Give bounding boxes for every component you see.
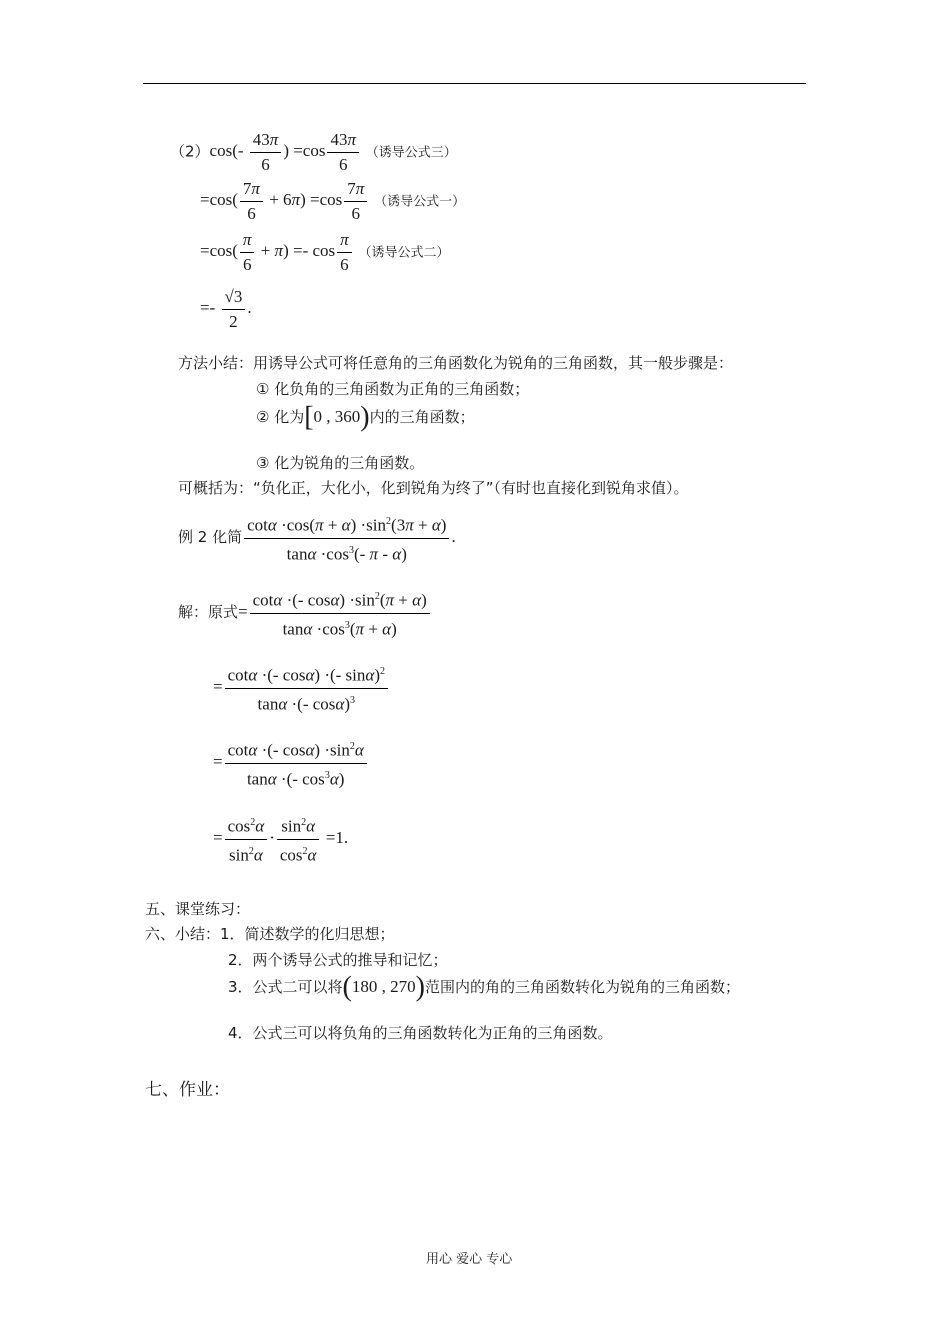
section-5-title: 五、课堂练习： bbox=[145, 900, 251, 918]
method-step-1: ① 化负角的三角函数为正角的三角函数； bbox=[256, 380, 530, 398]
interval-180-270: 180 , 270 bbox=[351, 977, 416, 996]
step2-line1: （2）cos(- $\frac{43\pi}{6}$ ) =cos $\frac{43\pi}{6}$ （诱导公式三） bbox=[170, 130, 457, 174]
summary-item-2: 2．两个诱导公式的推导和记忆； bbox=[228, 951, 448, 969]
step2-line4: =- $\frac{√3}{2}$ . bbox=[200, 287, 252, 331]
method-step-3: ③ 化为锐角的三角函数。 bbox=[256, 454, 425, 472]
summary-item-1: 1．简述数学的化归思想； bbox=[220, 925, 395, 943]
method-generalize: 可概括为：“负化正，大化小，化到锐角为终了”（有时也直接化到锐角求值）。 bbox=[178, 479, 689, 497]
solution-line2: = $\frac{\cot\alpha \cdot(- \cos\alpha) \cdot(- \sin\alpha)^2}{\tan\alpha \cdot(- \cos\alpha)^3}$ bbox=[213, 660, 390, 716]
header-rule bbox=[143, 83, 806, 84]
method-summary: 方法小结：用诱导公式可将任意角的三角函数化为锐角的三角函数，其一般步骤是： bbox=[178, 354, 734, 372]
step2-label: （2） bbox=[170, 142, 210, 161]
summary-item-4: 4．公式三可以将负角的三角函数转化为正角的三角函数。 bbox=[228, 1024, 613, 1042]
summary-item-3: 3．公式二可以将(180 , 270)范围内的角的三角函数转化为锐角的三角函数； bbox=[228, 971, 740, 1003]
example2: 例 2 化简 $\frac{\cot\alpha \cdot\cos(\pi + \alpha) \cdot\sin^2(3\pi + \alpha)}{\tan\alpha \cdot\cos^3(- \pi - \alpha)}$ . bbox=[178, 510, 456, 566]
section-6 bbox=[145, 923, 395, 944]
page-footer: 用心 爱心 专心 bbox=[426, 1252, 513, 1267]
step2-line3: =cos( $\frac{\pi}{6}$ + π) =- cos $\frac{\pi}{6}$ （诱导公式二） bbox=[200, 230, 450, 274]
step2-note-1: （诱导公式三） bbox=[365, 145, 457, 161]
step2-line2: =cos( $\frac{7\pi}{6}$ + 6π) =cos $\frac{7\pi}{6}$ （诱导公式一） bbox=[200, 179, 466, 223]
section-7-title: 七、作业： bbox=[145, 1080, 230, 1100]
method-step-2: ② 化为[0 , 360)内的三角函数； bbox=[256, 401, 475, 433]
example2-label: 例 2 化简 bbox=[178, 528, 243, 547]
solution-line4: = $\frac{\cos^2\alpha}{\sin^2\alpha}$ · $\frac{\sin^2\alpha}{\cos^2\alpha}$ =1. bbox=[213, 811, 348, 867]
interval-0-360: 0 , 360 bbox=[313, 407, 361, 426]
solution-label: 解：原式 bbox=[178, 603, 239, 622]
solution-line1: 解：原式= $\frac{\cot\alpha \cdot(- \cos\alpha) \cdot\sin^2(\pi + \alpha)}{\tan\alpha \cdot\cos^3(\pi + \alpha)}$ bbox=[178, 585, 432, 641]
solution-line3: = $\frac{\cot\alpha \cdot(- \cos\alpha) \cdot\sin^2\alpha}{\tan\alpha \cdot(- \cos^3\alpha)}$ bbox=[213, 735, 369, 791]
step2-note-2: （诱导公式一） bbox=[374, 194, 466, 210]
step2-note-3: （诱导公式二） bbox=[358, 245, 450, 261]
section-6-title: 六、小结： bbox=[145, 925, 221, 943]
